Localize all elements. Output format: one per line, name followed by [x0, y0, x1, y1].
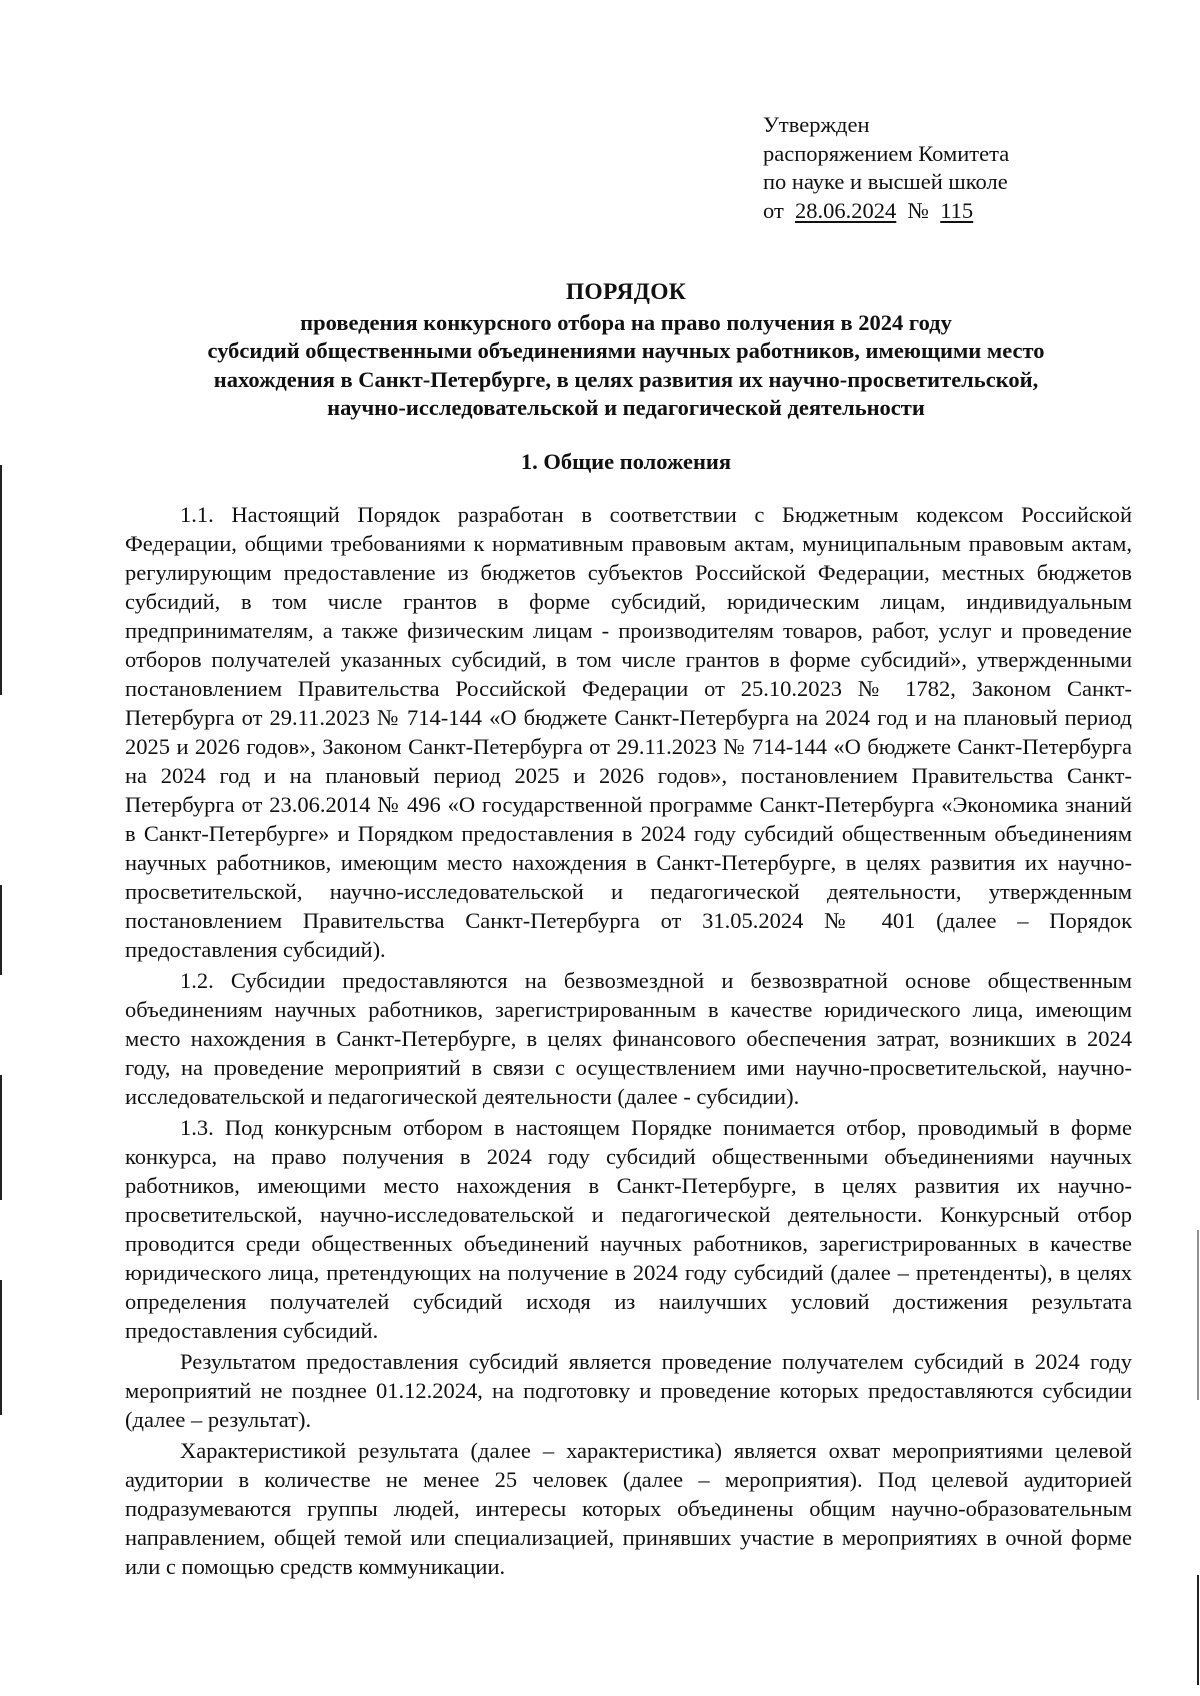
scan-edge-mark	[0, 1075, 2, 1200]
heading-line-4: научно-исследовательской и педагогической деятельности	[327, 395, 925, 420]
scan-edge-mark	[1197, 1575, 1199, 1685]
approval-number: 115	[940, 197, 974, 223]
heading-line-1: проведения конкурсного отбора на право получения в 2024 году	[300, 309, 952, 335]
paragraph-result: Результатом предоставления субсидий является проведение получателем субсидий в 2024 году мероприятий не позднее 01.12.2024, на подготовку и проведение которых предоставляются субсидии (далее – результат).	[125, 1349, 1132, 1432]
section-title: 1. Общие положения	[520, 449, 732, 474]
paragraph-1-3: 1.3. Под конкурсным отбором в настоящем Порядке понимается отбор, проводимый в форме конкурса, на право получения в 2024 году субсидий общественными объединениями научных работников, имеющими место нахождения в Санкт-Петербурге, в целях развития их научно-просветительской, научно-исследовательской и педагогической деятельности. Конкурсный отбор проводится среди общественных объединений научных работников, зарегистрированных в качестве юридического лица, претендующих на получение в 2024 году субсидий (далее – претенденты), в целях определения получателей субсидий исходя из наилучших условий достижения результата предоставления субсидий.	[125, 1115, 1132, 1343]
document-title: ПОРЯДОК	[565, 279, 687, 305]
approval-date: 28.06.2024	[795, 197, 897, 223]
scan-edge-mark	[1197, 1230, 1199, 1400]
paragraph-characteristic: Характеристикой результата (далее – характеристика) является охват мероприятиями целевой аудитории в количестве не менее 25 человек (далее – мероприятия). Под целевой аудиторией подразумеваются группы людей, интересы которых объединены общим научно-образовательным направлением, общей темой или специализацией, принявших участие в мероприятиях в очной форме или с помощью средств коммуникации.	[125, 1438, 1132, 1579]
scan-edge-mark	[0, 1280, 2, 1415]
approval-line-2: распоряжением Комитета	[763, 140, 1010, 166]
approval-block	[763, 111, 1103, 225]
section-body	[125, 500, 1132, 1583]
heading-line-3: нахождения в Санкт-Петербурге, в целях развития их научно-просветительской,	[213, 366, 1039, 392]
document-heading	[130, 278, 1122, 423]
paragraph-1-2: 1.2. Субсидии предоставляются на безвозмездной и безвозвратной основе общественным объединениям научных работников, зарегистрированным в качестве юридического лица, имеющим место нахождения в Санкт-Петербурге, в целях финансового обеспечения затрат, возникших в 2024 году, на проведение мероприятий в связи с осуществлением ими научно-просветительской, научно-исследовательской и педагогической деятельности (далее - субсидии).	[125, 968, 1132, 1109]
paragraph-1-1: 1.1. Настоящий Порядок разработан в соответствии с Бюджетным кодексом Российской Федерации, общими требованиями к нормативным правовым актам, муниципальным правовым актам, регулирующим предоставление из бюджетов субъектов Российской Федерации, местных бюджетов субсидий, в том числе грантов в форме субсидий, юридическим лицам, индивидуальным предпринимателям, а также физическим лицам - производителям товаров, работ, услуг и проведение отборов получателей указанных субсидий, в том числе грантов в форме субсидий», утвержденными постановлением Правительства Российской Федерации от 25.10.2023 № 1782, Законом Санкт-Петербурга от 29.11.2023 № 714-144 «О бюджете Санкт-Петербурга на 2024 год и на плановый период 2025 и 2026 годов», Законом Санкт-Петербурга от 29.11.2023 № 714-144 «О бюджете Санкт-Петербурга на 2024 год и на плановый период 2025 и 2026 годов», постановлением Правительства Санкт-Петербурга от 23.06.2014 № 496 «О государственной программе Санкт-Петербурга «Экономика знаний в Санкт-Петербурге» и Порядком предоставления в 2024 году субсидий общественным объединениям научных работников, имеющим место нахождения в Санкт-Петербурге, в целях развития их научно-просветительской, научно-исследовательской и педагогической деятельности, утвержденным постановлением Правительства Санкт-Петербурга от 31.05.2024 № 401 (далее – Порядок предоставления субсидий).	[125, 502, 1132, 962]
approval-line-3: по науке и высшей школе	[763, 169, 1008, 194]
approval-date-line	[763, 197, 1103, 226]
approval-line-1: Утвержден	[763, 112, 870, 137]
scan-edge-mark	[0, 465, 2, 695]
approval-from-label: от	[763, 197, 784, 223]
scan-edge-mark	[0, 885, 2, 975]
approval-number-sign: №	[907, 197, 930, 223]
heading-line-2: субсидий общественными объединениями научных работников, имеющими место	[207, 338, 1045, 363]
